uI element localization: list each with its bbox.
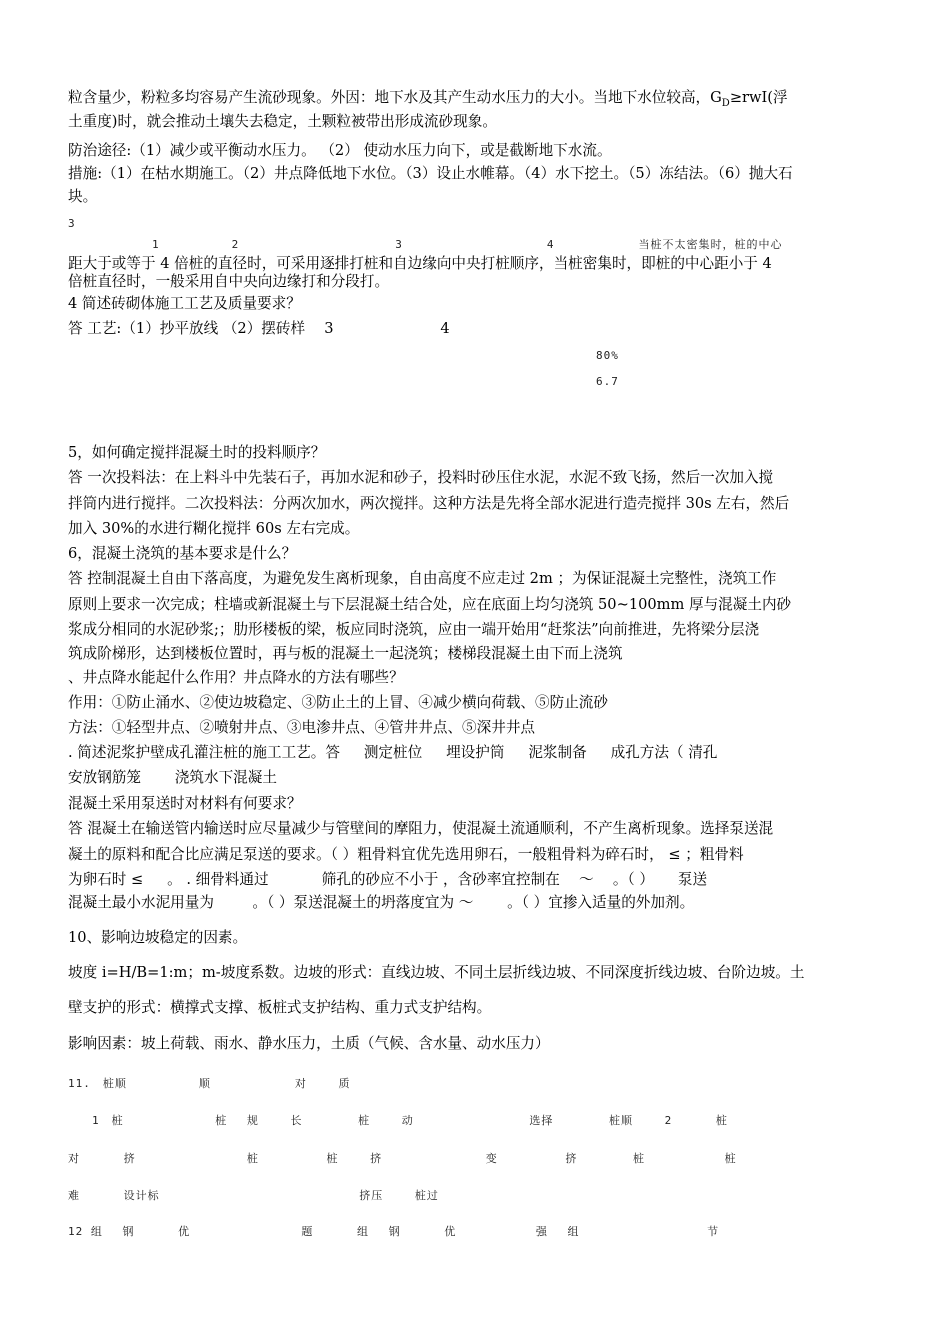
- text-line: 壁支护的形式：横撑式支撑、板桩式支护结构、重力式支护结构。: [68, 999, 492, 1016]
- text-line: 块。: [68, 188, 98, 205]
- section-heading: 4 简述砖砌体施工工艺及质量要求？: [68, 295, 301, 312]
- text-line: 影响因素：坡上荷载、雨水、静水压力，土质（气候、含水量、动水压力）: [68, 1035, 550, 1052]
- section-heading: 10、影响边坡稳定的因素。: [68, 929, 248, 946]
- text-line: 混凝土最小水泥用量为 。（ ）泵送混凝土的坍落度宜为 ～ 。（ ）宜掺入适量的外加剂。: [68, 894, 695, 911]
- text-line: 答 工艺:（1）抄平放线 （2）摆砖样 3 4: [68, 320, 509, 337]
- text-line: 防治途径:（1）减少或平衡动水压力。 （2） 使动水压力向下，或是截断地下水流。: [68, 142, 612, 159]
- section-heading: 6，混凝土浇筑的基本要求是什么？: [68, 545, 297, 562]
- text-line: 土重度)时，就会推动土壤失去稳定，土颗粒被带出形成流砂现象。: [68, 113, 497, 130]
- text-line: 1 桩 桩 规 长 桩 动 选择 桩顺 2 桩: [68, 1114, 728, 1127]
- text-line: 坡度 i=H/B=1:m；m-坡度系数。边坡的形式：直线边坡、不同土层折线边坡、不同深度折线边坡、台阶边坡。土: [68, 964, 805, 981]
- text-line: 作用：①防止涌水、②使边坡稳定、③防止土的上冒、④减少横向荷载、⑤防止流砂: [68, 694, 608, 711]
- text-line: [68, 420, 882, 440]
- section-heading: . 简述泥浆护壁成孔灌注桩的施工工艺。答 测定桩位 埋设护筒 泥浆制备 成孔方法（ 清孔: [68, 744, 718, 761]
- text-line: 80%: [68, 349, 763, 362]
- text-line: 3: [68, 217, 340, 230]
- text-line: 1 2 3 4 当桩不太密集时，桩的中心: [68, 238, 783, 251]
- section-heading: 、井点降水能起什么作用？井点降水的方法有哪些？: [68, 669, 404, 686]
- text-line: 答 混凝土在输送管内输送时应尽量减少与管壁间的摩阻力，使混凝土流通顺利，不产生离析现象。选择泵送混: [68, 820, 774, 837]
- text-line: 粒含量少，粉粒多均容易产生流砂现象。外因：地下水及其产生动水压力的大小。当地下水位较高，$G_D\ge rwI$(浮: [68, 89, 788, 109]
- text-line: 答 控制混凝土自由下落高度，为避免发生离析现象，自由高度不应走过 2m ；为保证混凝土完整性，浇筑工作: [68, 570, 777, 587]
- section-heading: 5，如何确定搅拌混凝土时的投料顺序？: [68, 444, 326, 461]
- text-line: 11. 桩顺 顺 对 质: [68, 1077, 459, 1090]
- text-line: 12 组 钢 优 题 组 钢 优 强 组 节: [68, 1225, 768, 1238]
- text-line: 拌筒内进行搅拌。二次投料法：分两次加水，两次搅拌。这种方法是先将全部水泥进行造壳搅拌 30s 左右，然后: [68, 495, 790, 512]
- text-line: 筑成阶梯形，达到楼板位置时，再与板的混凝土一起浇筑；楼梯段混凝土由下而上浇筑: [68, 645, 623, 662]
- text-line: 为卵石时 ≤ 。 . 细骨料通过 筛孔的砂应不小于 ，含砂率宜控制在 ～ 。（ ） 泵送: [68, 871, 708, 888]
- section-heading: 混凝土采用泵送时对材料有何要求？: [68, 795, 302, 812]
- text-line: 倍桩直径时，一般采用自中央向边缘打和分段打。: [68, 273, 390, 290]
- text-line: 对 挤 桩 桩 挤 变 挤 桩 桩: [68, 1152, 737, 1165]
- text-line: 6.7: [68, 375, 787, 388]
- text-line: 方法：①轻型井点、②喷射井点、③电渗井点、④管井井点、⑤深井井点: [68, 719, 536, 736]
- text-line: 加入 30%的水进行糊化搅拌 60s 左右完成。: [68, 520, 360, 537]
- text-line: 安放钢筋笼 浇筑水下混凝土: [68, 769, 277, 786]
- text-line: 难 设计标 挤压 桩过: [68, 1189, 463, 1202]
- text-line: [68, 397, 882, 417]
- text-line: 原则上要求一次完成；柱墙或新混凝土与下层混凝土结合处，应在底面上均匀浇筑 50~100mm 厚与混凝土内砂: [68, 596, 792, 613]
- text-line: 凝土的原料和配合比应满足泵送的要求。（ ）粗骨料宜优先选用卵石，一般粗骨料为碎石时， ≤ ；粗骨料: [68, 846, 744, 863]
- text-line: 答 一次投料法：在上料斗中先装石子，再加水泥和砂子，投料时砂压住水泥，水泥不致飞扬，然后一次加入搅: [68, 469, 774, 486]
- text-line: 措施:（1）在枯水期施工。（2）井点降低地下水位。（3）设止水帷幕。（4）水下挖土。（5）冻结法。（6）抛大石: [68, 165, 793, 182]
- text-line: 距大于或等于 4 倍桩的直径时，可采用逐排打桩和自边缘向中央打桩顺序，当桩密集时，即桩的中心距小于 4: [68, 255, 772, 272]
- text-line: 浆成分相同的水泥砂浆;；肋形楼板的梁，板应同时浇筑，应由一端开始用“赶浆法”向前推进，先将梁分层浇: [68, 621, 760, 638]
